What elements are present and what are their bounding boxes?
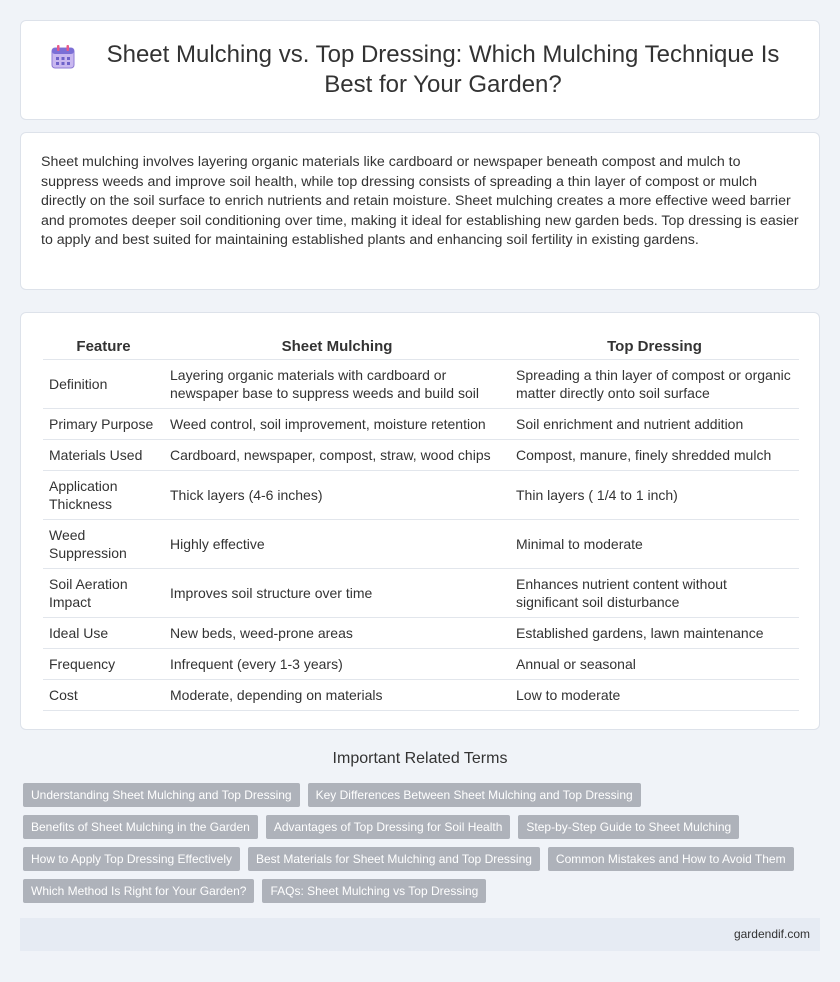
row-sheet-mulching: Thick layers (4-6 inches) bbox=[164, 470, 510, 519]
table-row bbox=[43, 439, 799, 470]
table-row bbox=[43, 359, 799, 408]
row-sheet-mulching: Highly effective bbox=[164, 519, 510, 568]
row-top-dressing: Low to moderate bbox=[510, 679, 799, 710]
footer-site-link[interactable]: gardendif.com bbox=[733, 927, 810, 941]
related-term-link[interactable]: Best Materials for Sheet Mulching and Top Dressing bbox=[248, 847, 540, 871]
related-term-link[interactable]: Advantages of Top Dressing for Soil Health bbox=[266, 815, 511, 839]
row-top-dressing: Established gardens, lawn maintenance bbox=[510, 617, 799, 648]
related-term-link[interactable]: Step-by-Step Guide to Sheet Mulching bbox=[518, 815, 739, 839]
row-feature: Soil Aeration Impact bbox=[43, 568, 164, 617]
intro-text: Sheet mulching involves layering organic materials like cardboard or newspaper beneath compost and mulch to suppress weeds and improve soil health, while top dressing consists of spreading a thin layer of compost or mulch directly on the soil surface to enrich nutrients and retain moisture. Sheet mulching creates a more effective weed barrier and promotes deeper soil conditioning over time, making it ideal for establishing new garden beds. Top dressing is easier to apply and best suited for maintaining established plants and enhancing soil fertility in existing gardens. bbox=[41, 154, 799, 248]
related-term-link[interactable]: Key Differences Between Sheet Mulching and Top Dressing bbox=[308, 783, 641, 807]
row-top-dressing: Enhances nutrient content without significant soil disturbance bbox=[510, 568, 799, 617]
row-sheet-mulching: Layering organic materials with cardboard or newspaper base to suppress weeds and build soil bbox=[164, 359, 510, 408]
row-feature: Weed Suppression bbox=[43, 519, 164, 568]
row-top-dressing: Minimal to moderate bbox=[510, 519, 799, 568]
table-row bbox=[43, 617, 799, 648]
comparison-table bbox=[43, 333, 799, 711]
row-top-dressing: Annual or seasonal bbox=[510, 648, 799, 679]
row-top-dressing: Spreading a thin layer of compost or organic matter directly onto soil surface bbox=[510, 359, 799, 408]
table-row bbox=[43, 519, 799, 568]
row-top-dressing: Soil enrichment and nutrient addition bbox=[510, 408, 799, 439]
table-row bbox=[43, 470, 799, 519]
row-sheet-mulching: Weed control, soil improvement, moisture retention bbox=[164, 408, 510, 439]
comparison-table-card bbox=[20, 312, 820, 730]
tag-row bbox=[23, 783, 823, 807]
tag-row bbox=[23, 879, 823, 903]
table-header-row bbox=[43, 333, 799, 359]
related-term-link[interactable]: Understanding Sheet Mulching and Top Dressing bbox=[23, 783, 300, 807]
related-term-link[interactable]: FAQs: Sheet Mulching vs Top Dressing bbox=[262, 879, 486, 903]
row-sheet-mulching: Cardboard, newspaper, compost, straw, wood chips bbox=[164, 439, 510, 470]
row-sheet-mulching: Moderate, depending on materials bbox=[164, 679, 510, 710]
row-sheet-mulching: Improves soil structure over time bbox=[164, 568, 510, 617]
header-top-dressing: Top Dressing bbox=[510, 333, 799, 359]
related-term-link[interactable]: Which Method Is Right for Your Garden? bbox=[23, 879, 254, 903]
row-sheet-mulching: New beds, weed-prone areas bbox=[164, 617, 510, 648]
table-row bbox=[43, 408, 799, 439]
row-feature: Cost bbox=[43, 679, 164, 710]
related-terms-title: Important Related Terms bbox=[332, 750, 508, 767]
footer bbox=[20, 918, 820, 951]
related-term-link[interactable]: Common Mistakes and How to Avoid Them bbox=[548, 847, 794, 871]
row-feature: Frequency bbox=[43, 648, 164, 679]
row-feature: Materials Used bbox=[43, 439, 164, 470]
row-feature: Ideal Use bbox=[43, 617, 164, 648]
header-card bbox=[20, 20, 820, 120]
tag-row bbox=[23, 815, 823, 839]
intro-card bbox=[20, 132, 820, 290]
header-sheet-mulching: Sheet Mulching bbox=[164, 333, 510, 359]
row-top-dressing: Thin layers ( 1/4 to 1 inch) bbox=[510, 470, 799, 519]
page-title: Sheet Mulching vs. Top Dressing: Which Mulching Technique Is Best for Your Garden? bbox=[106, 41, 780, 98]
related-term-link[interactable]: Benefits of Sheet Mulching in the Garden bbox=[23, 815, 258, 839]
table-row bbox=[43, 568, 799, 617]
row-feature: Application Thickness bbox=[43, 470, 164, 519]
row-feature: Primary Purpose bbox=[43, 408, 164, 439]
related-terms-list bbox=[23, 783, 823, 911]
tag-row bbox=[23, 847, 823, 871]
header-feature: Feature bbox=[43, 333, 164, 359]
row-sheet-mulching: Infrequent (every 1-3 years) bbox=[164, 648, 510, 679]
table-row bbox=[43, 679, 799, 710]
table-row bbox=[43, 648, 799, 679]
row-top-dressing: Compost, manure, finely shredded mulch bbox=[510, 439, 799, 470]
calendar-icon bbox=[50, 44, 76, 70]
row-feature: Definition bbox=[43, 359, 164, 408]
related-term-link[interactable]: How to Apply Top Dressing Effectively bbox=[23, 847, 240, 871]
